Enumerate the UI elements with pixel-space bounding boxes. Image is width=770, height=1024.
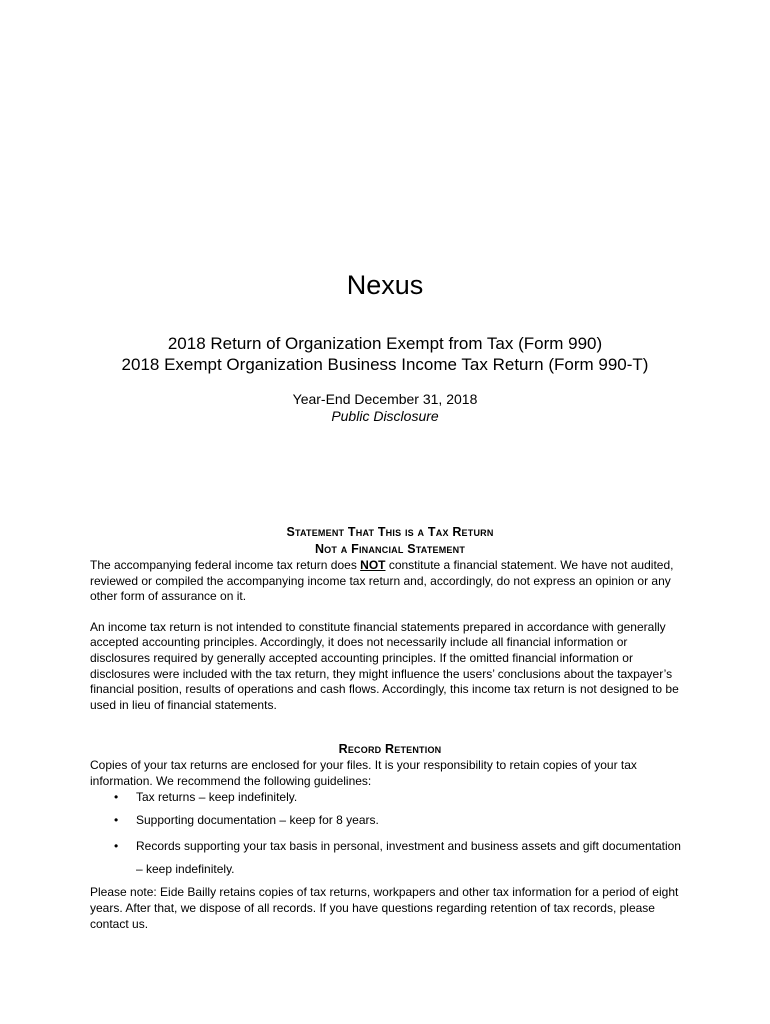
guideline-text: Supporting documentation – keep for 8 years. bbox=[136, 812, 379, 827]
bullet-icon: • bbox=[114, 790, 119, 805]
record-retention-section bbox=[90, 741, 690, 932]
statement-paragraph-2: An income tax return is not intended to constitute financial statements prepared in accordance with generally accepted accounting principles. Accordingly, it does not necessarily include all financial information or disclosures required by generally accepted accounting principles. If the omitted financial information or disclosures were included with the tax return, they might influence the users’ conclusions about the taxpayer’s financial position, results of operations and cash flows. Accordingly, this income tax return is not designed to be used in lieu of financial statements. bbox=[90, 619, 679, 712]
form-title-990t: 2018 Exempt Organization Business Income Tax Return (Form 990-T) bbox=[121, 355, 649, 374]
record-retention-heading: Record Retention bbox=[338, 742, 442, 756]
organization-name: Nexus bbox=[346, 270, 424, 300]
statement-heading-line-1: Statement That This is a Tax Return bbox=[286, 525, 494, 539]
guideline-text: Records supporting your tax basis in personal, investment and business assets and gift documentation – keep indefinitely. bbox=[136, 839, 681, 876]
record-retention-note: Please note: Eide Bailly retains copies of tax returns, workpapers and other tax information for a period of eight years. After that, we dispose of all records. If you have questions regarding retention of tax records, please contact us. bbox=[90, 885, 679, 931]
bullet-icon: • bbox=[114, 812, 119, 827]
guideline-text: Tax returns – keep indefinitely. bbox=[136, 790, 298, 805]
statement-p1-before: The accompanying federal income tax return does bbox=[90, 558, 361, 572]
list-item bbox=[90, 790, 690, 806]
list-item bbox=[90, 835, 690, 880]
form-title-990: 2018 Return of Organization Exempt from Tax (Form 990) bbox=[167, 334, 603, 353]
statement-heading-line-2: Not a Financial Statement bbox=[314, 542, 466, 556]
statement-paragraph-1 bbox=[90, 558, 690, 605]
statement-p1-not: NOT bbox=[360, 558, 386, 572]
record-retention-intro: Copies of your tax returns are enclosed for your files. It is your responsibility to retain copies of your tax information. We recommend the following guidelines: bbox=[90, 758, 637, 788]
public-disclosure-label: Public Disclosure bbox=[331, 408, 439, 424]
year-end-date: Year-End December 31, 2018 bbox=[292, 391, 478, 407]
form-titles bbox=[0, 333, 770, 375]
list-item bbox=[90, 813, 690, 829]
bullet-icon: • bbox=[114, 839, 119, 854]
statement-section bbox=[90, 524, 690, 713]
statement-p1-after: constitute a financial statement. We have not audited, reviewed or compiled the accompanying income tax return and, accordingly, do not express an opinion or any other form of assurance on it. bbox=[90, 558, 674, 604]
retention-guidelines-list bbox=[90, 790, 690, 880]
year-end-block bbox=[0, 391, 770, 425]
